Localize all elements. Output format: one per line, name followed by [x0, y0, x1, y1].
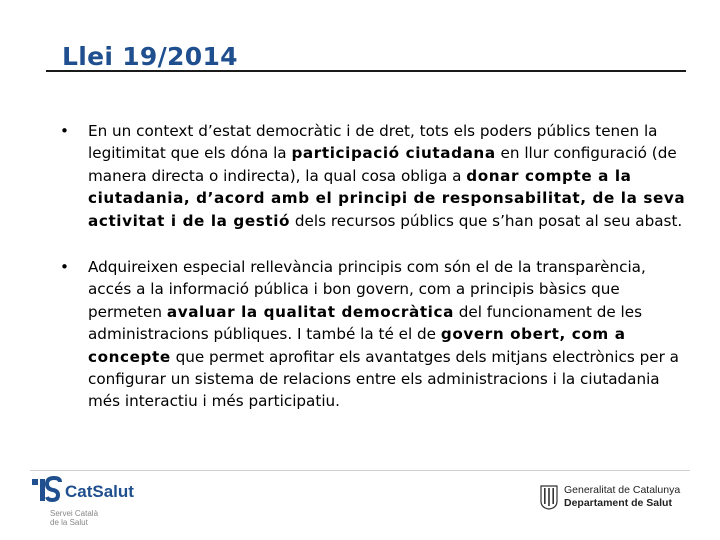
- catsalut-subtitle-line2: de la Salut: [50, 518, 88, 527]
- text-segment: que permet aprofitar els avantatges dels mitjans electrònics per a configurar un sistema de relacions entre els administracions i la ciutadania més interactiu i més participatiu.: [88, 347, 679, 411]
- bullet-text: [88, 120, 688, 232]
- text-segment: En un context d’estat democràtic i de dret, tots els poders públics tenen la legitimitat que els dóna la: [88, 122, 658, 163]
- catsalut-subtitle-line1: Servei Català: [50, 509, 99, 518]
- catsalut-subtitle: [50, 509, 170, 527]
- bullet-marker: •: [60, 258, 69, 277]
- catsalut-name: CatSalut: [65, 482, 134, 501]
- page-title: Llei 19/2014: [62, 42, 238, 71]
- footer-divider: [30, 470, 690, 471]
- title-underline: [46, 70, 686, 72]
- bullet-text: [88, 256, 688, 413]
- catsalut-logo-icon: [30, 476, 62, 504]
- generalitat-logo: [540, 484, 700, 514]
- bullet-marker: •: [60, 122, 69, 140]
- bullet-list: [60, 120, 688, 437]
- bullet-item: [60, 120, 688, 232]
- text-segment: Adquireixen especial rellevància principis com són el de la transparència, accés a la informació pública i bon govern, com a principis bàsics que permeten: [88, 258, 646, 321]
- text-segment: dels recursos públics que s’han posat al seu abast.: [290, 211, 683, 230]
- bold-segment: avaluar la qualitat democràtica: [166, 302, 454, 321]
- generalitat-emblem-icon: [540, 485, 558, 510]
- bold-segment: govern obert, com a concepte: [88, 325, 626, 366]
- bold-segment: participació ciutadana: [291, 144, 496, 163]
- bullet-item: [60, 256, 688, 413]
- catsalut-logo: [30, 476, 230, 532]
- text-segment: del funcionament de les administracions públiques. I també la té el de: [88, 302, 643, 344]
- bold-segment: donar compte a la ciutadania, d’acord amb el principi de responsabilitat, de la seva activitat i de la gestió: [88, 166, 686, 230]
- generalitat-name: Generalitat de Catalunya: [564, 484, 681, 496]
- text-segment: en llur configuració (de manera directa o indirecta), la qual cosa obliga a: [88, 144, 677, 185]
- department-name: Departament de Salut: [564, 497, 672, 509]
